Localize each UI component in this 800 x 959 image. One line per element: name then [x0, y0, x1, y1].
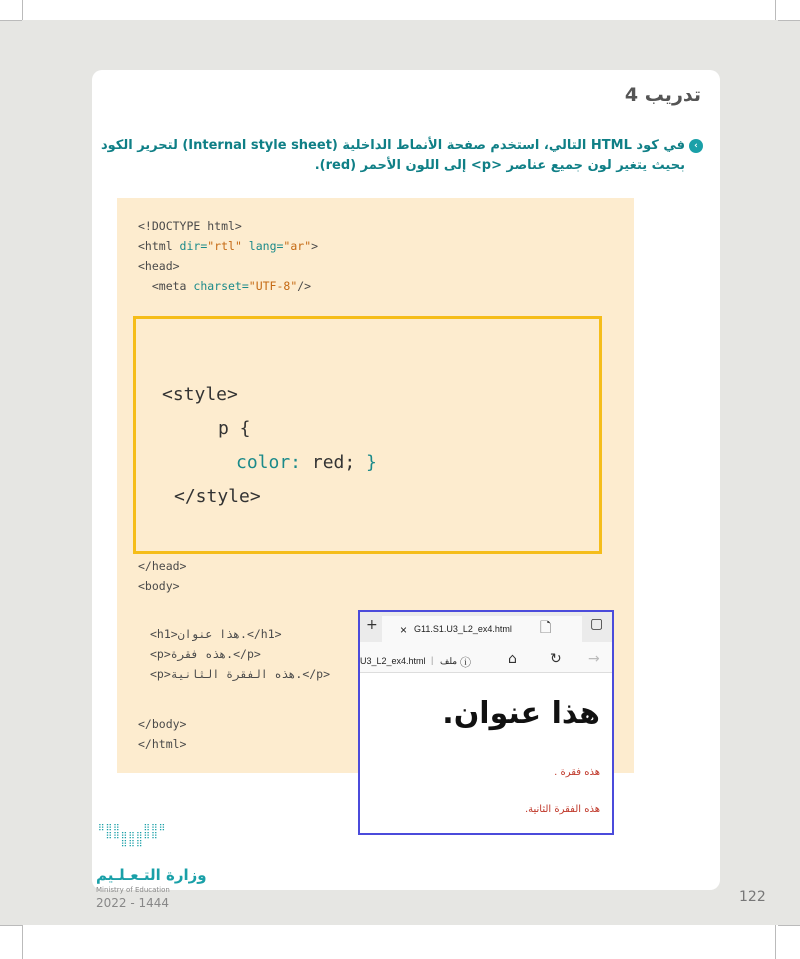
instruction-line-2: بحيث يتغير لون جميع عناصر <p> إلى اللون الأحمر (red).	[314, 158, 685, 173]
rendered-paragraph-1: هذه فقرة .	[554, 767, 600, 778]
crop-mark	[775, 0, 776, 20]
crop-mark	[778, 20, 800, 21]
tab-title: G11.S1.U3_L2_ex4.html	[414, 624, 512, 634]
code-body-open: <body>	[138, 579, 180, 593]
answer-style-open: <style>	[162, 384, 238, 405]
attr-dir-value: "rtl"	[207, 239, 242, 253]
bullet-icon: ›	[689, 139, 703, 153]
info-icon[interactable]: ⓘ	[460, 657, 471, 669]
attr-charset-value: "UTF-8"	[248, 279, 298, 293]
crop-mark	[0, 925, 22, 926]
answer-value: red;	[301, 452, 356, 473]
answer-selector	[218, 418, 251, 439]
code-head-close: </head>	[138, 559, 187, 573]
code-meta	[138, 279, 311, 293]
refresh-icon[interactable]: ↻	[550, 651, 562, 667]
code-p2: <p>هذه الفقرة الثانية.</p>	[150, 667, 331, 681]
crop-mark	[22, 925, 23, 959]
answer-box	[133, 316, 602, 554]
code-html-close: </html>	[138, 737, 187, 751]
edition-year: 2022 - 1444	[96, 896, 170, 910]
tag-end: >	[311, 239, 319, 253]
code-doctype: <!DOCTYPE html>	[138, 219, 242, 233]
ministry-logo	[98, 825, 166, 849]
exercise-title: تدريب 4	[624, 84, 701, 106]
tag: <meta	[138, 279, 187, 293]
home-icon[interactable]: ⌂	[508, 651, 517, 667]
page-icon[interactable]: 🗋	[540, 620, 552, 636]
attr-lang-value: "ar"	[283, 239, 312, 253]
attr-lang: lang=	[241, 239, 284, 253]
rendered-heading: هذا عنوان.	[442, 696, 600, 731]
tab-close-icon[interactable]: ×	[400, 623, 408, 637]
answer-brace: }	[355, 452, 377, 473]
address-label: ملف	[440, 656, 458, 666]
answer-style-close: </style>	[174, 486, 261, 507]
code-h1: <h1>هذا عنوان.</h1>	[150, 627, 282, 641]
rendered-paragraph-2: هذه الفقرة الثانية.	[524, 804, 600, 815]
attr-charset: charset=	[186, 279, 249, 293]
logo-dots: ⠿⠿⠿⠀⠀⠀⠿⠿⠿ ⠀⠿⠿⠿⠿⠿⠿⠿ ⠀⠀⠀⠿⠿⠿	[98, 824, 167, 850]
new-tab-icon[interactable]: +	[366, 617, 378, 633]
code-body-content	[150, 624, 330, 684]
crop-mark	[22, 0, 23, 20]
answer-declaration	[236, 452, 377, 473]
attr-dir: dir=	[172, 239, 208, 253]
tag: <html	[138, 239, 173, 253]
code-head-open: <head>	[138, 259, 180, 273]
address-file: U3_L2_ex4.html	[360, 656, 426, 666]
instruction-line-1: في كود HTML التالي، استخدم صفحة الأنماط الداخلية (Internal style sheet) لتحرير الكود	[100, 138, 685, 153]
code-head-close-block	[138, 556, 186, 596]
browser-window	[358, 610, 614, 835]
code-html-open	[138, 239, 318, 253]
code-body-close: </body>	[138, 717, 187, 731]
answer-property: color:	[236, 452, 302, 473]
crop-mark	[775, 925, 776, 959]
crop-mark	[778, 925, 800, 926]
code-tail	[138, 714, 186, 754]
code-p1: <p>هذه فقرة.</p>	[150, 647, 261, 661]
forward-icon[interactable]: →	[588, 651, 600, 667]
tag-end: />	[297, 279, 312, 293]
instruction	[83, 136, 703, 176]
window-icon[interactable]: ▢	[590, 616, 604, 632]
code-head	[138, 216, 318, 296]
answer-selector-text: p {	[218, 418, 251, 439]
crop-mark	[0, 20, 22, 21]
page-number: 122	[739, 889, 766, 905]
ministry-name-en: Ministry of Education	[96, 886, 170, 894]
ministry-name-ar: وزارة التـعـلـيم	[96, 866, 207, 884]
address-separator: |	[431, 655, 434, 665]
